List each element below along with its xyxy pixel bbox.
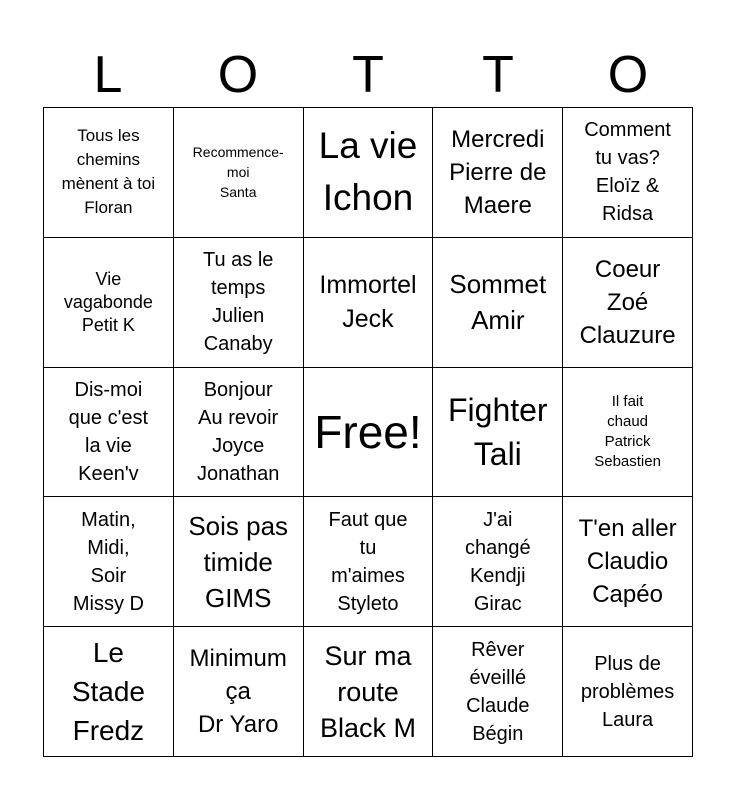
bingo-cell[interactable] [304, 497, 434, 627]
bingo-cell[interactable] [563, 108, 693, 238]
cell-text: La vie Ichon [318, 125, 418, 219]
bingo-cell[interactable] [433, 627, 563, 757]
bingo-cell[interactable] [563, 497, 693, 627]
bingo-cell[interactable] [563, 627, 693, 757]
cell-text: Le Stade Fredz [71, 637, 145, 747]
bingo-cell[interactable] [44, 108, 174, 238]
title-letter-t2: T [482, 46, 514, 104]
bingo-cell[interactable] [304, 238, 434, 368]
cell-text: Recommence- moi Santa [192, 144, 284, 201]
cell-text: Coeur Zoé Clauzure [579, 255, 676, 349]
cell-text: Tous les chemins mènent à toi Floran [61, 126, 156, 218]
cell-text: Il fait chaud Patrick Sebastien [594, 392, 661, 470]
title-letter-t: T [352, 46, 384, 104]
cell-text: Rêver éveillé Claude Bégin [466, 638, 530, 745]
cell-text: Sois pas timide GIMS [188, 510, 289, 613]
title-letter-l: L [93, 46, 123, 104]
bingo-cell[interactable] [174, 238, 304, 368]
cell-text: Faut que tu m'aimes Styleto [328, 508, 408, 615]
bingo-cell[interactable] [433, 368, 563, 498]
bingo-card [43, 107, 693, 757]
bingo-cell[interactable] [433, 238, 563, 368]
bingo-cell[interactable] [174, 368, 304, 498]
cell-text: Mercredi Pierre de Maere [449, 125, 547, 219]
cell-text: Immortel Jeck [319, 271, 417, 334]
bingo-cell[interactable] [44, 497, 174, 627]
bingo-title [43, 42, 693, 108]
bingo-cell[interactable] [563, 368, 693, 498]
free-cell[interactable] [304, 368, 434, 498]
bingo-cell[interactable] [174, 497, 304, 627]
cell-text: Plus de problèmes Laura [580, 652, 675, 731]
bingo-cell[interactable] [433, 497, 563, 627]
cell-text: Minimum ça Dr Yaro [189, 645, 287, 739]
cell-text: J'ai changé Kendji Girac [464, 508, 531, 615]
cell-text: Sur ma route Black M [319, 640, 416, 743]
bingo-cell[interactable] [44, 627, 174, 757]
cell-text: Dis-moi que c'est la vie Keen'v [68, 378, 149, 485]
cell-text: Sommet Amir [449, 269, 547, 336]
cell-text: Vie vagabonde Petit K [63, 268, 153, 335]
bingo-cell[interactable] [563, 238, 693, 368]
title-letter-o2: O [607, 46, 649, 104]
cell-text: Free! [314, 405, 422, 458]
cell-text: Bonjour Au revoir Joyce Jonathan [197, 378, 280, 485]
cell-text: Comment tu vas? Eloïz & Ridsa [584, 119, 671, 226]
bingo-cell[interactable] [174, 108, 304, 238]
bingo-cell[interactable] [304, 627, 434, 757]
bingo-cell[interactable] [433, 108, 563, 238]
cell-text: T'en aller Claudio Capéo [578, 515, 677, 609]
bingo-cell[interactable] [44, 368, 174, 498]
cell-text: Fighter Tali [447, 391, 548, 472]
cell-text: Tu as le temps Julien Canaby [202, 249, 274, 356]
cell-text: Matin, Midi, Soir Missy D [72, 508, 144, 615]
bingo-cell[interactable] [44, 238, 174, 368]
bingo-cell[interactable] [304, 108, 434, 238]
title-letter-o: O [217, 46, 259, 104]
bingo-cell[interactable] [174, 627, 304, 757]
